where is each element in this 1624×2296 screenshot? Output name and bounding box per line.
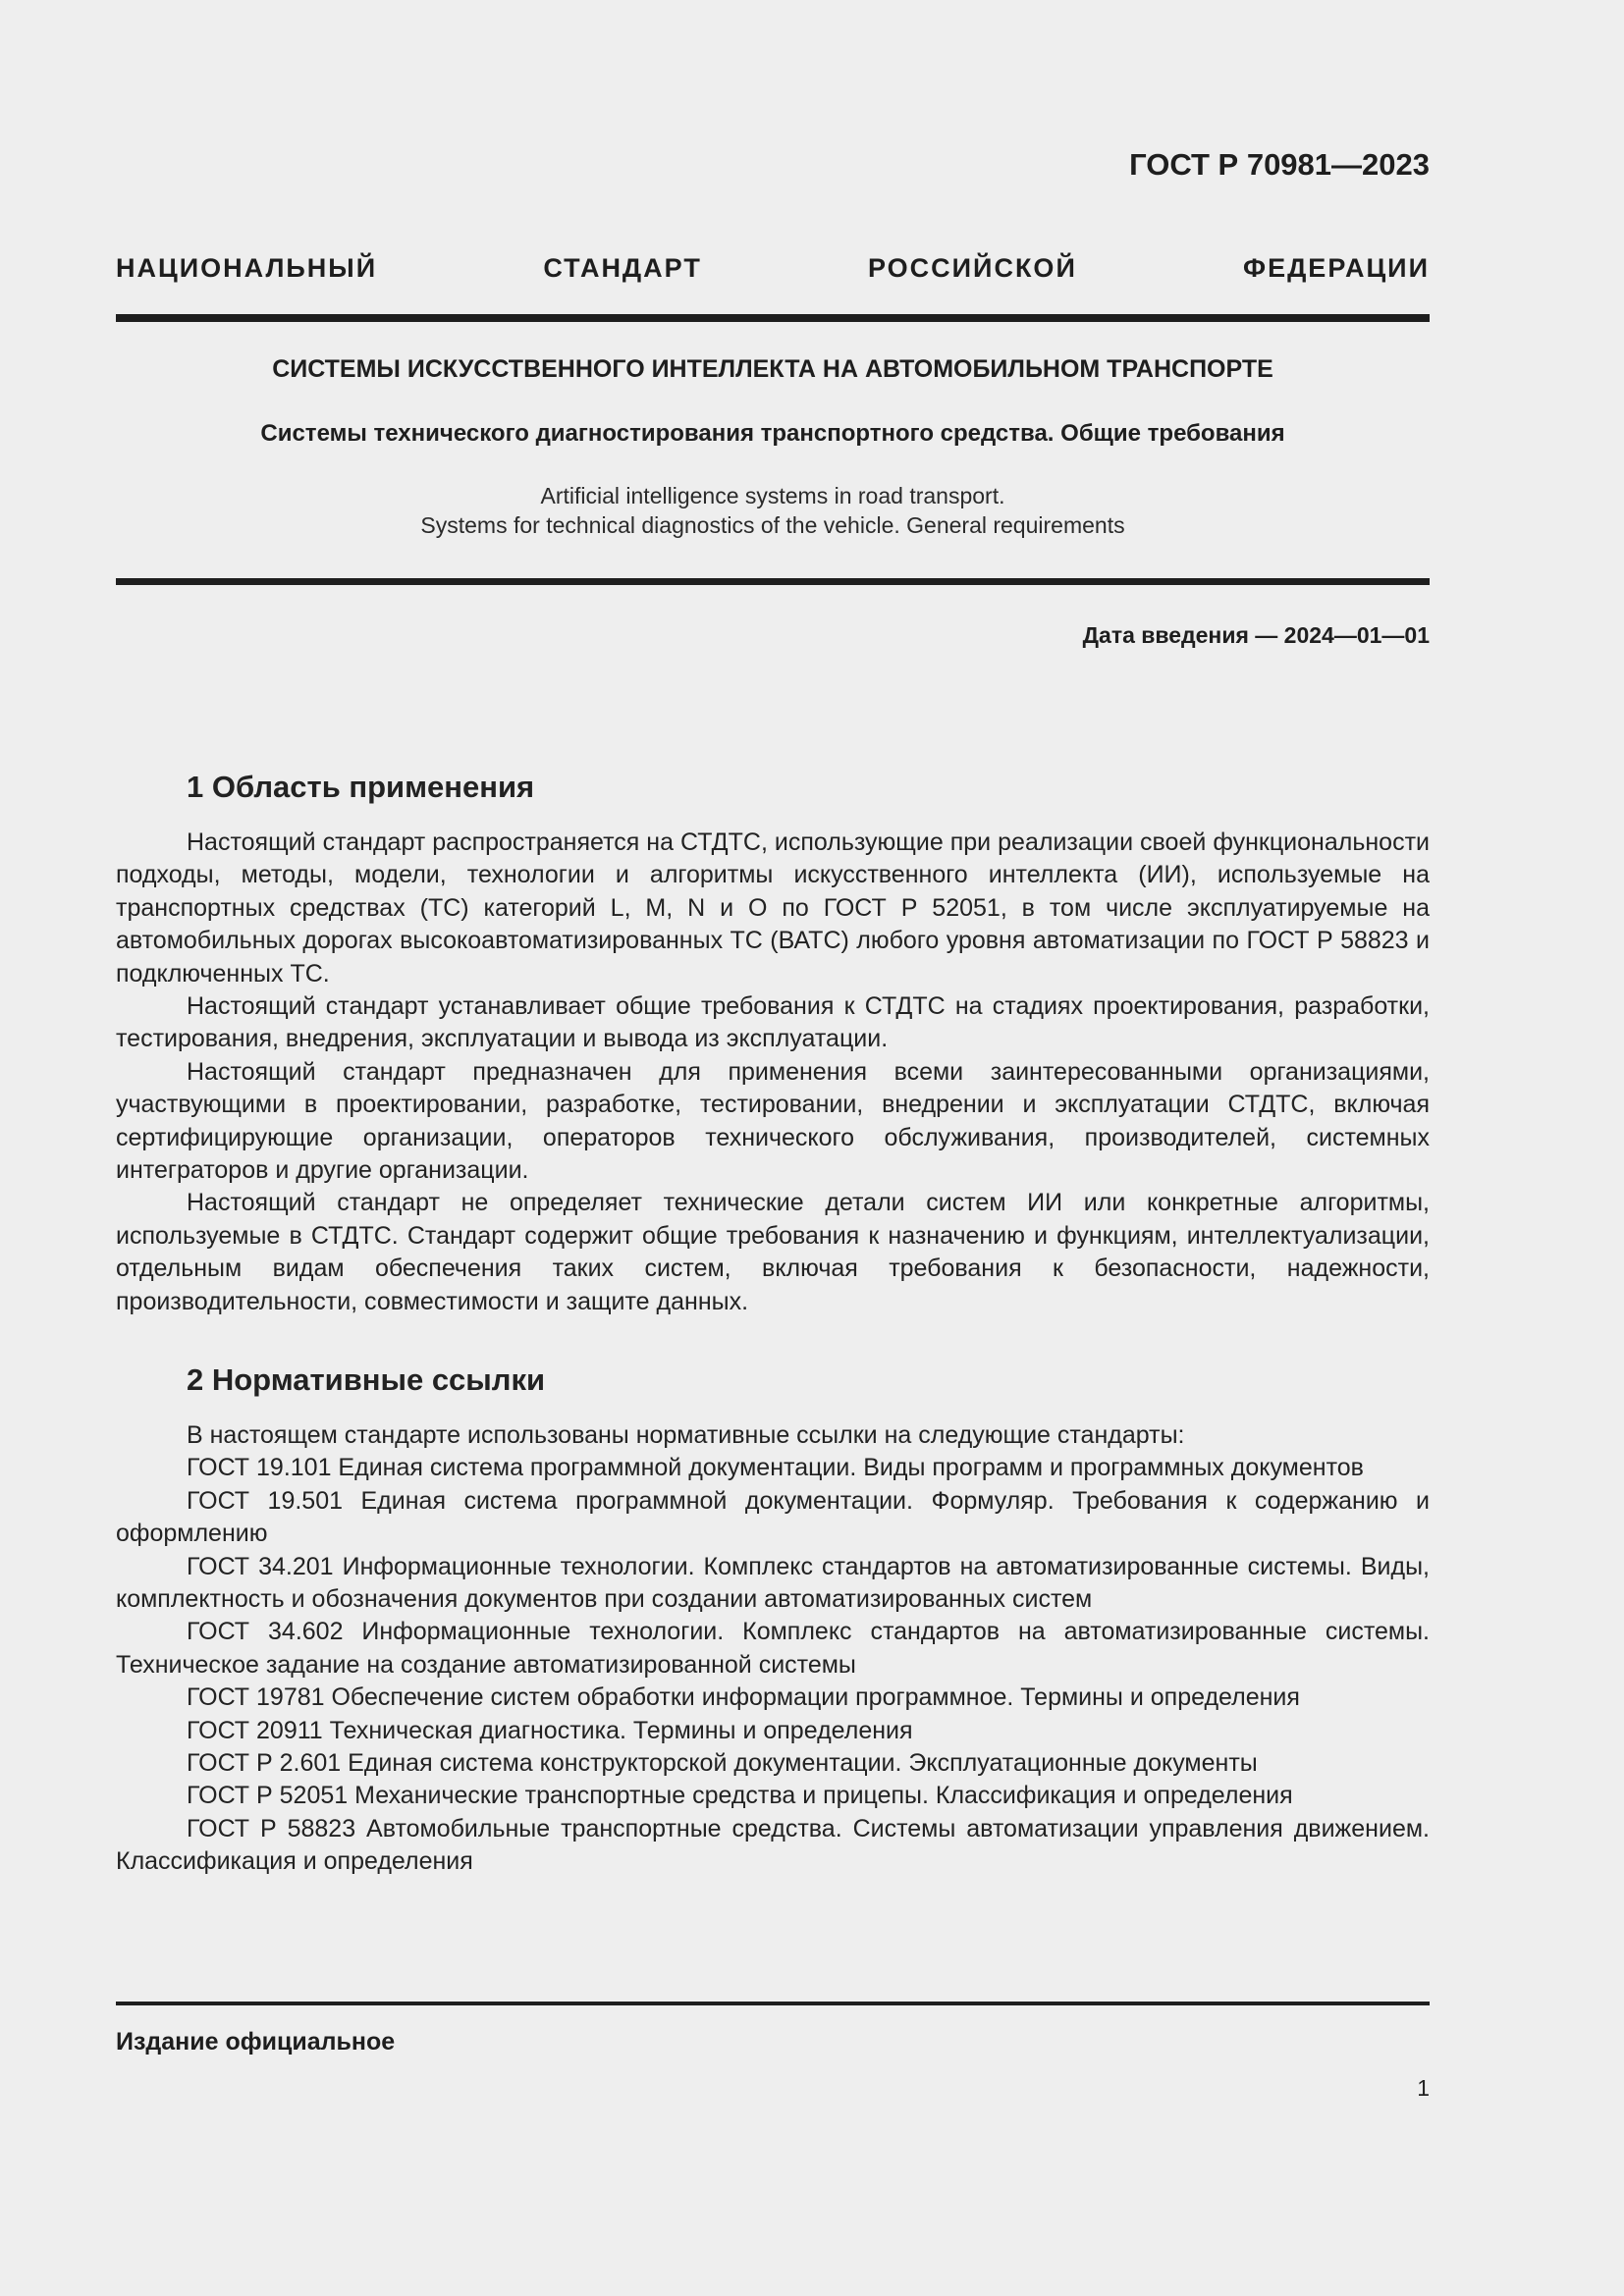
english-title [116, 481, 1430, 540]
english-title-line-2: Systems for technical diagnostics of the vehicle. General requirements [420, 512, 1125, 538]
reference-item: ГОСТ 34.201 Информационные технологии. Комплекс стандартов на автоматизированные системы. Виды, комплектность и обозначения документов при создании автоматизированных систем [116, 1552, 1430, 1614]
reference-item: ГОСТ Р 2.601 Единая система конструкторской документации. Эксплуатационные документы [187, 1749, 1258, 1778]
references-lead: В настоящем стандарте использованы нормативные ссылки на следующие стандарты: [187, 1421, 1185, 1449]
section-scope [116, 768, 1430, 1318]
reference-item: ГОСТ Р 52051 Механические транспортные средства и прицепы. Классификация и определения [187, 1782, 1293, 1810]
standard-banner: НАЦИОНАЛЬНЫЙ СТАНДАРТ РОССИЙСКОЙ ФЕДЕРАЦИИ [116, 253, 1430, 283]
section-heading: 2 Нормативные ссылки [187, 1362, 546, 1397]
reference-item: ГОСТ Р 58823 Автомобильные транспортные средства. Системы автоматизации управления движением. Классификация и определения [116, 1814, 1430, 1876]
official-edition-label: Издание официальное [116, 2028, 396, 2056]
paragraph: Настоящий стандарт распространяется на СТДТС, использующие при реализации своей функциональности подходы, методы, модели, технологии и алгоритмы искусственного интеллекта (ИИ), используемые на транспортных средствах (ТС) категорий L, M, N и O по ГОСТ Р 52051, в том числе эксплуатируемые на автомобильных дорогах высокоавтоматизированных ТС (ВАТС) любого уровня автоматизации по ГОСТ Р 58823 и подключенных ТС. [116, 828, 1430, 988]
title-rule [116, 578, 1430, 585]
reference-item: ГОСТ 19.501 Единая система программной документации. Формуляр. Требования к содержанию и оформлению [116, 1486, 1430, 1548]
header-rule [116, 314, 1430, 322]
page-number: 1 [1417, 2075, 1430, 2101]
document-subtitle: Системы технического диагностирования транспортного средства. Общие требования [260, 420, 1285, 447]
document-page [116, 0, 1430, 2296]
reference-item: ГОСТ 20911 Техническая диагностика. Термины и определения [187, 1716, 913, 1744]
paragraph: Настоящий стандарт не определяет технические детали систем ИИ или конкретные алгоритмы, используемые в СТДТС. Стандарт содержит общие требования к назначению и функциям, интеллектуализации, отдельным видам обеспечения таких систем, включая требования к безопасности, надежности, производительности, совместимости и защите данных. [116, 1189, 1430, 1315]
paragraph: Настоящий стандарт предназначен для применения всеми заинтересованными организациями, участвующими в проектировании, разработке, тестировании, внедрении и эксплуатации СТДТС, включая сертифицирующие организации, операторов технического обслуживания, производителей, системных интеграторов и другие организации. [116, 1057, 1430, 1185]
paragraph: Настоящий стандарт устанавливает общие требования к СТДТС на стадиях проектирования, разработки, тестирования, внедрения, эксплуатации и вывода из эксплуатации. [116, 992, 1430, 1053]
standard-designation: ГОСТ Р 70981—2023 [1129, 147, 1430, 182]
section-normative-references [116, 1361, 1430, 1879]
reference-item: ГОСТ 34.602 Информационные технологии. Комплекс стандартов на автоматизированные системы. Техническое задание на создание автоматизированной системы [116, 1618, 1430, 1679]
document-title: СИСТЕМЫ ИСКУССТВЕННОГО ИНТЕЛЛЕКТА НА АВТОМОБИЛЬНОМ ТРАНСПОРТЕ [272, 355, 1273, 383]
footer-rule [116, 2002, 1430, 2005]
introduction-date: Дата введения — 2024—01—01 [1082, 622, 1430, 648]
english-title-line-1: Artificial intelligence systems in road transport. [540, 483, 1005, 508]
section-heading: 1 Область применения [187, 770, 535, 804]
reference-item: ГОСТ 19781 Обеспечение систем обработки информации программное. Термины и определения [187, 1683, 1300, 1712]
reference-item: ГОСТ 19.101 Единая система программной документации. Виды программ и программных документов [187, 1454, 1364, 1482]
